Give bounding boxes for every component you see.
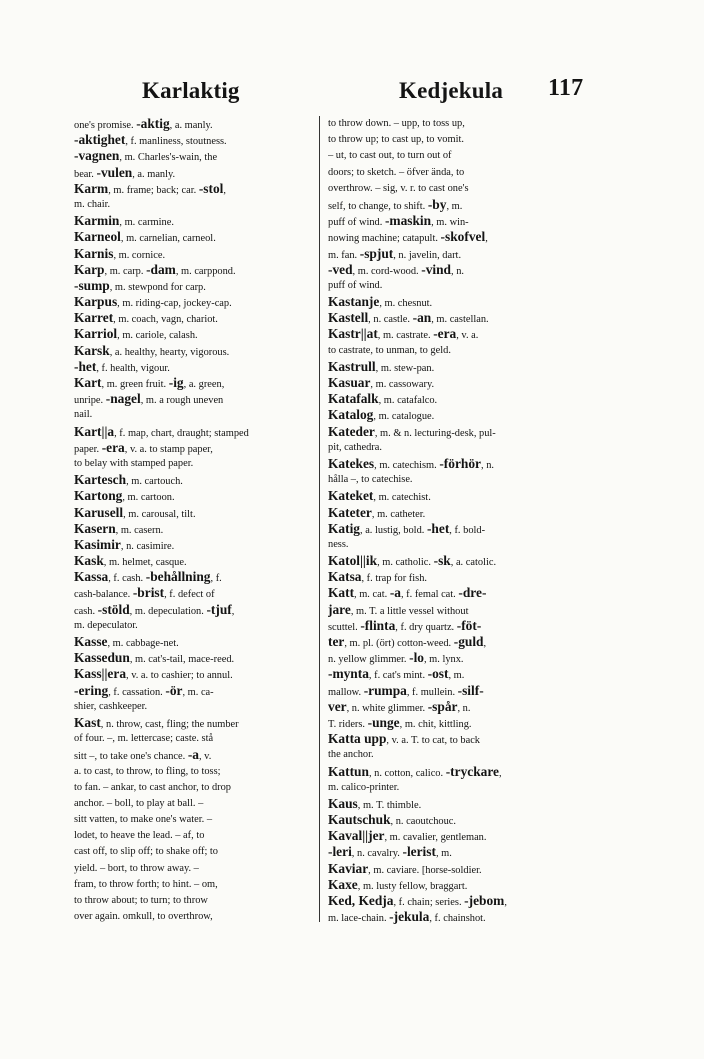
entry-text: , f. bold-: [449, 524, 486, 536]
headword: Kasse: [74, 634, 108, 649]
headword: -flinta: [360, 617, 396, 633]
headword: Karmin: [74, 213, 120, 229]
headword: -stol: [198, 180, 224, 196]
entry-text: , m. stew-pan.: [375, 362, 435, 374]
dictionary-line: [328, 488, 584, 504]
dictionary-line: [328, 699, 584, 715]
entry-text: , a. lustig, bold.: [360, 524, 427, 536]
entry-text: , m. riding-cap, jockey-cap.: [117, 298, 232, 310]
entry-text: , m. pl. (ört) cotton-weed.: [344, 638, 454, 649]
entry-text: , f. health, vigour.: [96, 362, 170, 374]
headword: -het: [74, 358, 97, 374]
entry-text: , f. map, chart, draught; stamped: [114, 427, 249, 439]
entry-text: , m. lynx.: [423, 654, 464, 666]
entry-text: , f. dry quartz.: [395, 621, 457, 633]
headword: Kattun: [328, 763, 369, 779]
entry-text: , m. chesnut.: [379, 298, 433, 310]
entry-text: , m. cartouch.: [126, 476, 183, 488]
headword: Kaval||jer: [328, 828, 385, 844]
entry-text: , m. cabbage-net.: [107, 638, 179, 649]
entry-text: , a. healthy, hearty, vigorous.: [109, 346, 230, 358]
dictionary-line: [328, 165, 584, 181]
entry-text: , n. white glimmer.: [346, 702, 428, 714]
dictionary-line: [328, 213, 584, 229]
headword: -vagnen: [74, 148, 120, 164]
headword: -ost: [427, 666, 449, 682]
entry-text: m. calico-printer.: [328, 781, 400, 793]
entry-text: ,: [499, 767, 502, 779]
headword: -silf-: [457, 682, 484, 698]
entry-text: m. chair.: [74, 198, 111, 210]
headword: -era: [433, 326, 457, 342]
entry-text: cast off, to slip off; to shake off; to: [74, 846, 219, 858]
entry-text: , m. ca-: [182, 686, 214, 698]
entry-text: to belay with stamped paper.: [74, 457, 194, 469]
entry-text: , v.: [198, 751, 212, 763]
entry-text: to throw down. – upp, to toss up,: [328, 118, 465, 129]
headword: Kautschuk: [328, 812, 391, 828]
headword: -spjut: [359, 245, 394, 261]
entry-text: cash-balance.: [74, 589, 133, 601]
entry-text: , v. a.: [456, 330, 479, 342]
entry-text: pit, cathedra.: [328, 441, 382, 453]
entry-text: , f. mullein.: [406, 686, 458, 698]
entry-text: ness.: [328, 538, 349, 550]
entry-text: , n.: [451, 265, 465, 277]
entry-text: to throw up; to cast up, to vomit.: [328, 134, 464, 146]
entry-text: ,: [483, 638, 487, 649]
headword: Kastr||at: [328, 326, 378, 342]
dictionary-line: [328, 229, 584, 245]
headword: Karpus: [74, 294, 118, 310]
headword: ver: [328, 698, 347, 714]
dictionary-line: [328, 861, 584, 877]
entry-text: mallow.: [328, 686, 364, 698]
headword: Kask: [74, 553, 104, 569]
headword: Ked, Kedja: [328, 893, 394, 908]
dictionary-line: [328, 893, 584, 909]
dictionary-line: [328, 326, 584, 342]
headword: Kateket: [328, 488, 374, 504]
entry-text: , m. frame; back; car.: [108, 184, 199, 196]
entry-text: , f. trap for fish.: [361, 573, 427, 585]
entry-text: ,: [504, 897, 507, 908]
dictionary-line: [328, 585, 584, 601]
headword: Kartesch: [74, 472, 127, 488]
entry-text: the anchor.: [328, 749, 374, 761]
entry-text: , m. carousal, tilt.: [123, 508, 196, 520]
headword: -jebom: [464, 893, 505, 908]
page-number: 117: [548, 75, 584, 101]
headword: Kaviar: [328, 860, 369, 876]
entry-text: nowing machine; catapult.: [328, 233, 441, 245]
headword: ter: [328, 634, 345, 649]
headword: -vind: [421, 261, 452, 277]
entry-text: puff of wind.: [328, 217, 385, 229]
dictionary-line: [328, 521, 584, 537]
headword: -jekula: [389, 909, 430, 925]
headword: Katekes: [328, 455, 375, 471]
entry-text: , f. cash.: [108, 573, 146, 585]
headword: Kasimir: [74, 536, 121, 552]
entry-text: , a. catolic.: [450, 557, 497, 569]
dictionary-line: [328, 796, 584, 812]
entry-text: , f. cassation.: [108, 686, 166, 698]
dictionary-line: [328, 359, 584, 375]
headword: jare: [328, 601, 351, 617]
headword: -brist: [132, 585, 165, 601]
entry-text: , a. green,: [183, 379, 225, 390]
headword: -tryckare: [445, 763, 499, 779]
entry-text: , f. chainshot.: [429, 913, 486, 925]
entry-text: bear.: [74, 168, 97, 180]
dictionary-line: [328, 731, 584, 747]
entry-text: , m. helmet, casque.: [103, 557, 187, 569]
headword: -leri: [328, 844, 352, 860]
headword: -by: [427, 196, 447, 212]
entry-text: , n. cavalry.: [351, 848, 403, 860]
dictionary-line: [328, 505, 584, 521]
entry-text: , m. carp.: [104, 265, 147, 277]
headword: Kartong: [74, 488, 123, 504]
dictionary-line: [328, 407, 584, 423]
headword: Kart||a: [74, 423, 115, 439]
entry-text: over again. omkull, to overthrow,: [74, 911, 213, 923]
dictionary-line: [328, 440, 584, 456]
headword: Kaxe: [328, 876, 358, 892]
headword: -dre-: [458, 585, 487, 601]
entry-text: yield. – bort, to throw away. –: [74, 862, 199, 874]
entry-text: of four. –, m. lettercase; caste. stå: [74, 733, 214, 745]
entry-text: , m. cartoon.: [122, 492, 175, 504]
dictionary-line: [328, 246, 584, 262]
headword: Kastrull: [328, 358, 376, 374]
entry-text: , m. chit, kittling.: [399, 718, 472, 730]
entry-text: shier, cashkeeper.: [74, 700, 148, 712]
entry-text: n. yellow glimmer.: [328, 654, 410, 666]
entry-text: , m. cat's-tail, mace-reed.: [129, 654, 235, 666]
dictionary-line: [328, 666, 584, 682]
dictionary-line: [328, 116, 584, 132]
dictionary-line: [328, 844, 584, 860]
entry-text: , f. cat's mint.: [368, 670, 428, 682]
dictionary-line: [328, 262, 584, 278]
entry-text: , m. & n. lecturing-desk, pul-: [374, 427, 496, 439]
entry-text: T. riders.: [328, 718, 368, 730]
headword: -ved: [328, 261, 353, 277]
headword: Kateder: [328, 423, 375, 439]
headword: Kart: [74, 375, 102, 390]
entry-text: , m. catalogue.: [373, 411, 435, 423]
headword: Karneol: [74, 229, 121, 245]
dictionary-line: [328, 343, 584, 359]
headword: -mynta: [328, 666, 369, 682]
entry-text: , m. catheter.: [371, 508, 426, 520]
entry-text: , f.: [210, 573, 222, 585]
entry-text: , m. a rough uneven: [140, 395, 224, 407]
entry-text: , f. manliness, stoutness.: [125, 136, 227, 148]
entry-text: a. to cast, to throw, to fling, to toss;: [74, 765, 221, 777]
entry-text: , m. green fruit.: [101, 379, 169, 390]
headword: -nagel: [105, 391, 141, 407]
entry-text: , m. cavalier, gentleman.: [384, 832, 487, 844]
headword: -ig: [168, 375, 184, 390]
entry-text: , a. manly.: [169, 120, 213, 131]
headword: -behållning: [145, 569, 211, 585]
headword: Kasuar: [328, 375, 371, 390]
entry-text: m. depeculator.: [74, 619, 138, 631]
entry-text: ,: [485, 233, 488, 245]
page-header: [0, 75, 704, 110]
dictionary-line: [328, 294, 584, 310]
headword: -aktighet: [74, 132, 126, 148]
dictionary-line: [328, 391, 584, 407]
entry-text: hålla –, to catechise.: [328, 474, 413, 486]
entry-text: , m. catholic.: [377, 557, 434, 569]
entry-text: ,: [223, 184, 226, 196]
dictionary-line: [328, 909, 584, 925]
dictionary-line: [328, 764, 584, 780]
headword: Katta upp: [328, 731, 387, 747]
entry-text: , n. caoutchouc.: [390, 816, 457, 828]
entry-text: , a. manly.: [132, 168, 176, 180]
dictionary-line: [328, 877, 584, 893]
column-divider: [319, 116, 320, 922]
entry-text: , m.: [446, 200, 463, 212]
entry-text: , m.: [448, 670, 465, 682]
headword: Kaus: [328, 795, 358, 811]
headword: -spår: [427, 698, 458, 714]
headword: -ör: [165, 682, 183, 698]
headword: -het: [426, 520, 450, 536]
entry-text: to castrate, to unman, to geld.: [328, 344, 451, 356]
headword: Kastell: [328, 310, 369, 326]
headword: Kassa: [74, 569, 109, 585]
dictionary-line: [328, 747, 584, 763]
dictionary-line: [328, 278, 584, 294]
headword: Kassedun: [74, 650, 130, 666]
dictionary-line: [328, 424, 584, 440]
entry-text: lodet, to heave the lead. – af, to: [74, 830, 205, 842]
entry-text: unripe.: [74, 395, 106, 407]
entry-text: , m. T. a little vessel without: [350, 605, 469, 617]
entry-text: , m. castrate.: [377, 330, 434, 342]
entry-text: , m. cariole, calash.: [117, 330, 198, 342]
entry-text: , n. cotton, calico.: [368, 767, 446, 779]
entry-text: , m. cat.: [354, 589, 390, 601]
entry-text: nail.: [74, 409, 93, 421]
dictionary-line: [328, 537, 584, 553]
dictionary-line: [328, 780, 584, 796]
entry-text: , m. catechist.: [373, 492, 431, 504]
headword: Katsa: [328, 569, 362, 585]
headword: Katol||ik: [328, 553, 378, 569]
headword: Karm: [74, 180, 109, 196]
dictionary-line: [328, 553, 584, 569]
headword: Karret: [74, 310, 114, 326]
entry-text: , f. chain; series.: [393, 897, 465, 908]
headword: Kast: [74, 714, 101, 730]
dictionary-line: [328, 148, 584, 164]
entry-text: , m. Charles's-wain, the: [119, 152, 218, 164]
dictionary-line: [328, 602, 584, 618]
entry-text: , n. javelin, dart.: [393, 249, 462, 261]
headword: -aktig: [136, 116, 170, 131]
dictionary-line: [328, 812, 584, 828]
entry-text: one's promise.: [74, 120, 137, 131]
entry-text: m. lace-chain.: [328, 913, 390, 925]
headword: -maskin: [384, 213, 432, 229]
dictionary-line: [328, 569, 584, 585]
headword: Kass||era: [74, 666, 127, 682]
entry-text: , m. castellan.: [431, 314, 489, 326]
headword: Karriol: [74, 326, 118, 342]
entry-text: , n.: [481, 459, 494, 471]
headword: -sump: [74, 277, 110, 293]
headword: -förhör: [439, 455, 481, 471]
dictionary-line: [328, 683, 584, 699]
headword: -unge: [367, 714, 400, 730]
dictionary-line: [328, 634, 584, 650]
headword: -ering: [74, 682, 109, 698]
headword: Katt: [328, 585, 355, 601]
headword: Katig: [328, 520, 360, 536]
headword: -föt-: [456, 617, 482, 633]
entry-text: , m. carnelian, carneol.: [120, 233, 216, 245]
headword: -lo: [409, 650, 424, 666]
headword: -dam: [146, 261, 176, 277]
entry-text: to fan. – ankar, to cast anchor, to drop: [74, 781, 231, 793]
entry-text: , m. cord-wood.: [352, 265, 422, 277]
headword: -a: [187, 747, 199, 763]
left-guide-word: Karlaktig: [142, 78, 240, 103]
entry-text: , m. cornice.: [113, 249, 166, 261]
entry-text: , n. castle.: [368, 314, 413, 326]
headword: -tjuf: [206, 601, 232, 617]
entry-text: , m. T. thimble.: [357, 799, 422, 811]
headword: Karsk: [74, 342, 110, 358]
entry-text: puff of wind.: [328, 279, 383, 291]
dictionary-line: [328, 181, 584, 197]
entry-text: , m. catechism.: [374, 459, 440, 471]
headword: Katafalk: [328, 391, 379, 407]
entry-text: overthrow. – sig, v. r. to cast one's: [328, 182, 469, 194]
entry-text: , m. carppond.: [175, 265, 236, 277]
headword: Karusell: [74, 504, 124, 520]
headword: -skofvel: [440, 229, 486, 245]
headword: -guld: [453, 634, 484, 649]
headword: -vulen: [96, 164, 133, 180]
entry-text: , m. coach, vagn, chariot.: [113, 314, 218, 326]
headword: Kateter: [328, 504, 372, 520]
headword: -sk: [433, 553, 451, 569]
entry-text: to throw about; to turn; to throw: [74, 895, 208, 906]
entry-text: , m. stewpond for carp.: [109, 281, 206, 293]
entry-text: anchor. – boll, to play at ball. –: [74, 797, 204, 809]
entry-text: , m. win-: [431, 217, 469, 229]
entry-text: self, to change, to shift.: [328, 200, 428, 212]
entry-text: sitt vatten, to make one's water. –: [74, 814, 213, 826]
entry-text: , n.: [457, 702, 471, 714]
headword: Karnis: [74, 245, 114, 261]
entry-text: , m. depeculation.: [129, 605, 207, 617]
entry-text: cash.: [74, 605, 98, 617]
entry-text: – ut, to cast out, to turn out of: [328, 150, 452, 162]
entry-text: , v. a. to stamp paper,: [124, 443, 213, 455]
entry-text: , m. lusty fellow, braggart.: [357, 880, 468, 892]
entry-text: , m. caviare. [horse-soldier.: [368, 864, 482, 876]
right-guide-word: Kedjekula: [399, 78, 504, 103]
headword: Karp: [74, 261, 105, 277]
headword: Kastanje: [328, 294, 380, 310]
dictionary-line: [328, 472, 584, 488]
dictionary-line: [328, 650, 584, 666]
dictionary-line: [328, 375, 584, 391]
headword: -lerist: [402, 844, 436, 860]
dictionary-line: [328, 828, 584, 844]
entry-text: , f. defect of: [164, 589, 215, 601]
entry-text: scuttel.: [328, 621, 361, 633]
headword: Kasern: [74, 520, 116, 536]
dictionary-line: [328, 456, 584, 472]
entry-text: , m. cassowary.: [370, 379, 435, 390]
headword: -an: [412, 310, 432, 326]
entry-text: , n. throw, cast, fling; the number: [100, 718, 239, 730]
dictionary-line: [328, 715, 584, 731]
entry-text: , v. a. T. to cat, to back: [386, 735, 481, 747]
entry-text: , f. femal cat.: [400, 589, 459, 601]
dictionary-line: [328, 618, 584, 634]
entry-text: , m. casern.: [115, 524, 164, 536]
dictionary-line: [328, 310, 584, 326]
entry-text: , n. casimire.: [120, 540, 175, 552]
entry-text: m. fan.: [328, 249, 360, 261]
headword: -rumpa: [363, 682, 407, 698]
entry-text: fram, to throw forth; to hint. – om,: [74, 878, 218, 890]
entry-text: , m. catafalco.: [378, 395, 438, 407]
headword: Katalog: [328, 407, 374, 423]
dictionary-line: [328, 132, 584, 148]
dictionary-line: [328, 197, 584, 213]
entry-text: sitt –, to take one's chance.: [74, 751, 188, 763]
entry-text: , m. carmine.: [119, 217, 174, 229]
entry-text: doors; to sketch. – öfver ända, to: [328, 166, 465, 178]
headword: -a: [389, 585, 401, 601]
headword: -stöld: [97, 601, 130, 617]
entry-text: paper.: [74, 443, 102, 455]
entry-text: , v. a. to cashier; to annul.: [126, 670, 233, 682]
right-column: [328, 116, 584, 925]
headword: -era: [101, 439, 125, 455]
entry-text: ,: [231, 605, 235, 617]
entry-text: , m.: [435, 848, 452, 860]
